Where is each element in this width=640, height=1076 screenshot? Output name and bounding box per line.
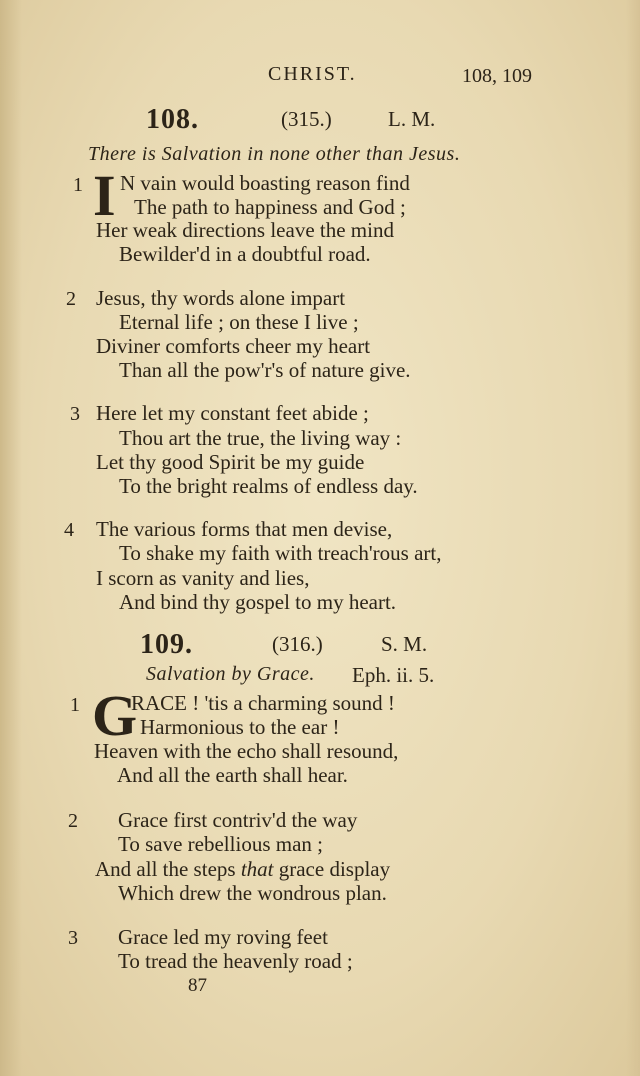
verse-line: Harmonious to the ear ! — [140, 715, 340, 739]
verse-line-part: And all the steps — [95, 857, 241, 881]
hymn-109-scripture-ref: Eph. ii. 5. — [352, 663, 435, 687]
verse-line-italic-word: that — [240, 857, 274, 881]
page-number: 87 — [188, 975, 207, 996]
drop-cap: G — [92, 683, 138, 748]
hymn-108-number: 108. — [146, 104, 199, 135]
hymn-109-subtitle: Salvation by Grace. — [146, 663, 315, 685]
running-header-hymn-range: 108, 109 — [462, 65, 532, 87]
page-edge-shadow — [626, 0, 640, 1076]
verse-number: 1 — [73, 174, 83, 196]
verse-line: And all the earth shall hear. — [117, 763, 348, 787]
verse-number: 1 — [70, 694, 80, 716]
verse-line: Grace led my roving feet — [118, 925, 328, 949]
verse-line: Heaven with the echo shall resound, — [94, 739, 399, 763]
verse-line: RACE ! 'tis a charming sound ! — [131, 691, 395, 715]
verse-line: To the bright realms of endless day. — [119, 474, 418, 498]
verse-line: Grace first contriv'd the way — [118, 808, 358, 832]
verse-line: To shake my faith with treach'rous art, — [119, 541, 442, 565]
hymn-109-number: 109. — [140, 629, 193, 660]
verse-line-part: grace display — [273, 857, 391, 881]
hymn-108-ref: (315.) — [281, 107, 332, 131]
verse-number: 4 — [64, 519, 74, 541]
verse-line: Jesus, thy words alone impart — [96, 286, 346, 310]
verse-line: Bewilder'd in a doubtful road. — [119, 242, 371, 266]
page-spine-shadow — [0, 0, 22, 1076]
verse-line: Diviner comforts cheer my heart — [96, 334, 371, 358]
verse-line: To save rebellious man ; — [118, 832, 323, 856]
verse-line: Her weak directions leave the mind — [96, 218, 394, 242]
verse-number: 3 — [68, 927, 78, 949]
verse-line: Than all the pow'r's of nature give. — [119, 358, 411, 382]
hymn-108-subtitle: There is Salvation in none other than Jesus. — [88, 143, 461, 165]
verse-line — [95, 857, 390, 882]
verse-number: 3 — [70, 403, 80, 425]
verse-number: 2 — [66, 288, 76, 310]
verse-line: The path to happiness and God ; — [134, 195, 406, 219]
verse-line: And bind thy gospel to my heart. — [119, 590, 397, 614]
verse-line: Which drew the wondrous plan. — [118, 881, 387, 905]
verse-line: Let thy good Spirit be my guide — [96, 450, 365, 474]
running-header-title: CHRIST. — [268, 63, 357, 85]
hymn-108-metre: L. M. — [388, 107, 436, 131]
verse-line: I scorn as vanity and lies, — [96, 566, 310, 590]
verse-number: 2 — [68, 810, 78, 832]
hymn-109-ref: (316.) — [272, 632, 323, 656]
verse-line: Thou art the true, the living way : — [119, 426, 402, 450]
verse-line: Eternal life ; on these I live ; — [119, 310, 359, 334]
verse-line: To tread the heavenly road ; — [118, 949, 353, 973]
hymn-109-metre: S. M. — [381, 632, 428, 656]
verse-line: N vain would boasting reason find — [120, 171, 410, 195]
verse-line: Here let my constant feet abide ; — [96, 401, 369, 425]
verse-line: The various forms that men devise, — [96, 517, 393, 541]
drop-cap: I — [93, 163, 116, 228]
